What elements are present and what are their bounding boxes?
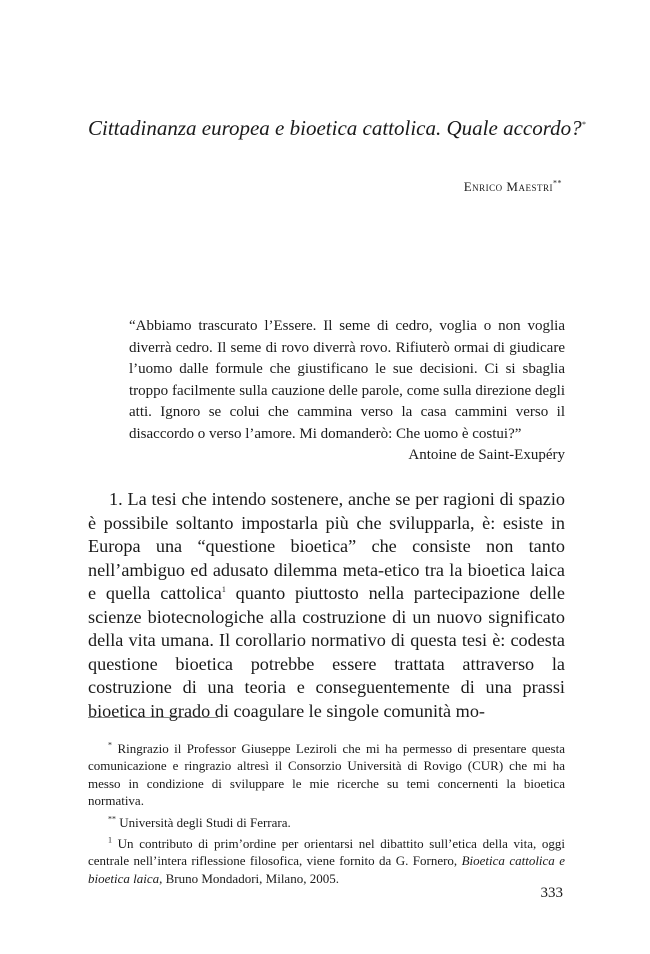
footnote xyxy=(88,740,565,810)
footnote-text: Un contributo di prim’ordine per orientarsi nel dibattito sull’etica della vita, oggi centrale nell’intera riflessione filosofica, viene fornito da G. Fornero, xyxy=(88,836,565,869)
footnote xyxy=(88,835,565,887)
footnote xyxy=(88,814,565,831)
footnote-separator xyxy=(88,717,218,718)
epigraph-attribution: Antoine de Saint-Exupéry xyxy=(408,447,565,463)
footnote-marker: ** xyxy=(108,814,116,824)
author-footnote-marker: ** xyxy=(553,178,562,188)
footnote-text: Ringrazio il Professor Giuseppe Leziroli che mi ha permesso di presentare questa comunicazione e ringrazio altresì il Consorzio Università di Rovigo (CUR) che mi ha messo in condizione di sviluppare le mie ricerche su temi concernenti la bioetica normativa. xyxy=(88,741,565,809)
footnote-book-title: Bioetica cattolica e bioetica laica xyxy=(88,853,565,886)
body-paragraph xyxy=(88,488,565,723)
body-text xyxy=(88,488,565,723)
epigraph-text: “Abbiamo trascurato l’Essere. Il seme di cedro, voglia o non voglia diverrà cedro. Il seme di rovo diverrà rovo. Rifiuterò ormai di giudicare l’uomo dalle formule che giustificano le sue decisioni. Ci si sbaglia troppo facilmente sulla cauzione delle parole, come sulla direzione degli atti. Ignoro se colui che cammina verso la casa cammini verso il disaccordo o verso l’amore. Mi domanderò: Che uomo è costui?” xyxy=(129,318,565,442)
page-number: 333 xyxy=(540,885,563,901)
title-footnote-marker: * xyxy=(581,120,586,129)
body-text-part1: 1. La tesi che intendo sostenere, anche se per ragioni di spazio è possibile soltanto impostarla più che svilupparla, è: esiste in Europa una “questione bioetica” che consiste non tanto nell’ambiguo ed adusato dilemma meta-etico tra la bioetica laica e quella cattolica xyxy=(88,489,565,603)
footnote-text-end: , Bruno Mondadori, Milano, 2005. xyxy=(159,870,339,886)
footnote-marker: 1 xyxy=(108,835,112,845)
article-title xyxy=(88,115,586,141)
footnotes xyxy=(88,740,565,891)
epigraph xyxy=(129,316,565,467)
body-footnote-ref: 1 xyxy=(221,584,226,594)
footnote-text: Università degli Studi di Ferrara. xyxy=(116,814,291,830)
footnote-marker: * xyxy=(108,740,112,750)
author-name: Enrico Maestri xyxy=(463,179,553,194)
body-text-part2: quanto piuttosto nella partecipazione delle scienze biotecnologiche alla costruzione di un nuovo significato della vita umana. Il corollario normativo di questa tesi è: codesta questione bioetica potrebbe essere trattata attraverso la costruzione di una teoria e conseguentemente di una prassi bioetica in grado di coagulare le singole comunità mo- xyxy=(88,583,565,721)
article-title-text: Cittadinanza europea e bioetica cattolica. Quale accordo? xyxy=(88,116,582,140)
author-line xyxy=(464,179,562,195)
